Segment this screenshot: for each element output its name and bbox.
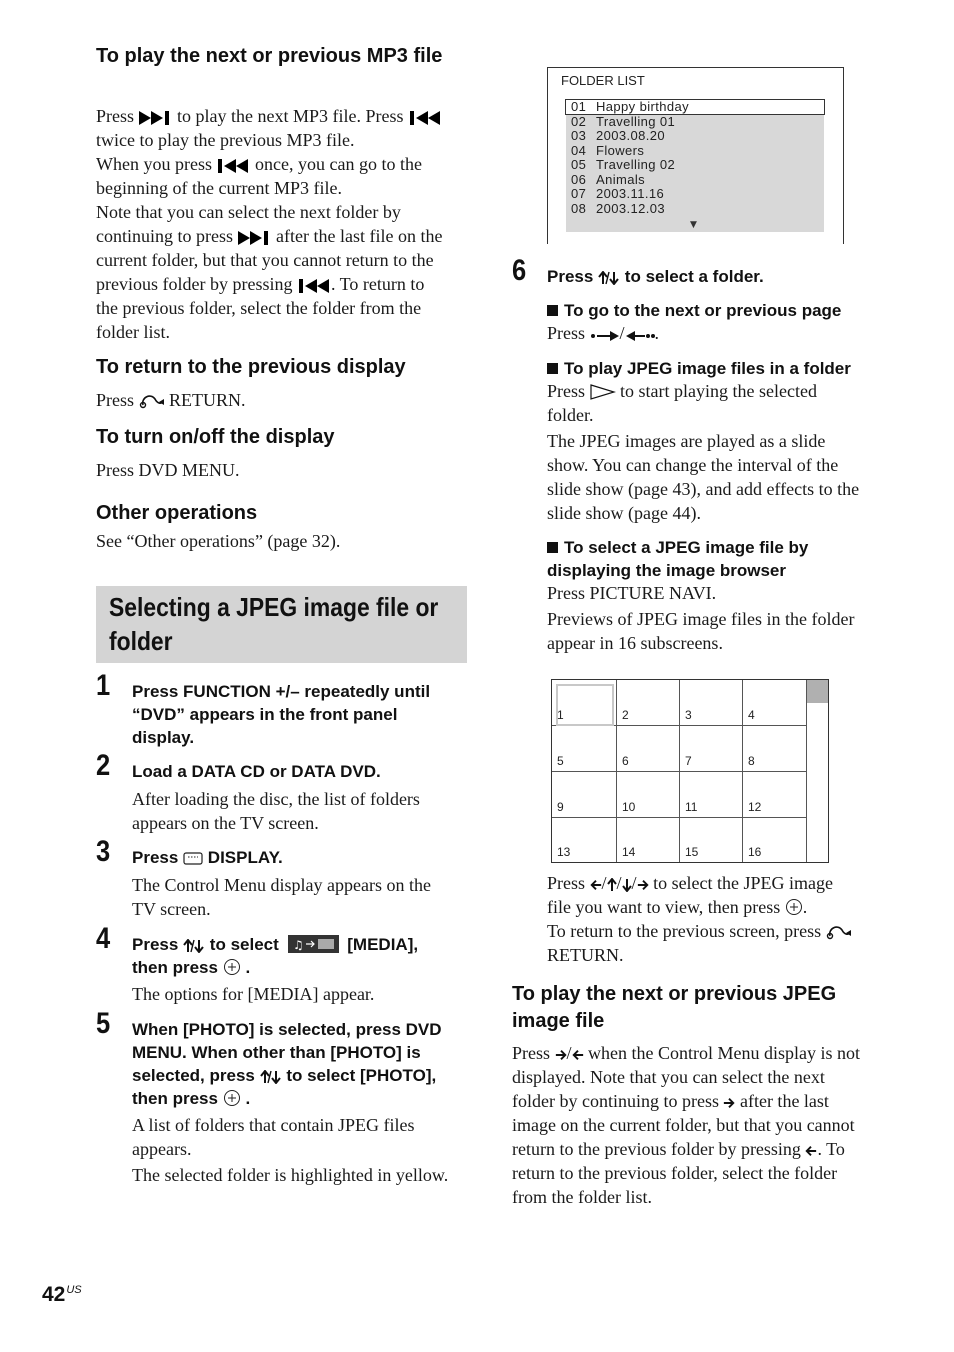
thumbnail-number: 6 [622,754,629,768]
page-prev-icon [625,330,655,342]
step-6-instruction: Press to select a folder. [547,267,764,286]
thumbnail-number: 16 [748,845,762,859]
folder-list-item[interactable]: 02 Travelling 01 [571,114,676,129]
thumbnail-cell[interactable] [617,726,680,772]
folder-list-item[interactable]: 04 Flowers [571,143,645,158]
thumbnail-cell[interactable] [680,726,743,772]
left-arrow-icon [590,878,602,892]
step-2-instruction: Load a DATA CD or DATA DVD. [132,762,381,781]
svg-text:♫: ♫ [292,938,304,952]
bullet-square-icon [547,305,558,316]
paragraph-grid-navigation: Press / / / to select the JPEG image file you want to view, then press . To return to the previous screen, press RETURN. [547,871,887,967]
grid-scrollbar-thumb[interactable] [807,680,828,703]
thumbnail-number: 15 [685,845,699,859]
paragraph-next-prev-jpeg: Press / when the Control Menu display is not displayed. Note that you can select the next folder by continuing to press after the last image on the current folder, but that you cannot return to the previous folder by pressing . To return to the previous folder, select the folder from the folder list. [512,1043,861,1207]
heading-display-toggle: To turn on/off the display [96,426,335,448]
thumbnail-number: 1 [557,708,564,722]
bullet-square-icon [547,542,558,553]
paragraph-other-operations: See “Other operations” (page 32). [96,531,341,551]
paragraph-next-prev-page: Press / . [547,323,660,343]
paragraph-play-jpeg-folder: Press to start playing the selected folder. The JPEG images are played as a slide show. You can change the interval of the slide show (page 43), and add effects to the slide show (page 44). [547,381,860,523]
thumbnail-number: 2 [622,708,629,722]
enter-button-icon [223,958,241,976]
image-browser-grid [551,679,829,863]
thumbnail-cell[interactable] [552,772,617,818]
folder-list-screen [547,67,844,244]
section-title: Selecting a JPEG image file or folder [109,592,439,656]
thumbnail-number: 14 [622,845,636,859]
step-3-instruction: Press DISPLAY. [132,848,283,867]
up-down-arrow-icon [598,271,620,285]
folder-list-item[interactable]: 06 Animals [571,172,646,187]
region-code: US [66,1284,82,1296]
prev-track-icon [408,111,442,125]
enter-button-icon [223,1089,241,1107]
folder-list-item[interactable]: 03 2003.08.20 [571,128,666,143]
step-5-detail: A list of folders that contain JPEG files appears. The selected folder is highlighted in yellow. [132,1115,449,1185]
page-number: $42^{US}$ [42,1283,82,1306]
thumbnail-number: 4 [748,708,755,722]
subheading-next-prev-page: To go to the next or previous page [547,299,841,322]
thumbnail-cell[interactable] [617,680,680,726]
thumbnail-cell[interactable] [552,818,617,862]
folder-list-item[interactable]: 05 Travelling 02 [571,157,676,172]
right-arrow-icon [723,1096,735,1110]
grid-scrollbar[interactable] [806,680,828,862]
step-4-detail: The options for [MEDIA] appear. [132,984,375,1004]
play-icon [590,384,616,400]
thumbnail-cell[interactable] [552,726,617,772]
folder-list-item[interactable]: 08 2003.12.03 [571,201,666,216]
bullet-square-icon [547,363,558,374]
thumbnail-number: 8 [748,754,755,768]
left-arrow-icon [805,1144,817,1158]
heading-other-operations: Other operations [96,502,258,524]
step-number: 6 [512,254,527,287]
thumbnail-number: 7 [685,754,692,768]
thumbnail-number: 3 [685,708,692,722]
up-arrow-icon [607,878,617,892]
thumbnail-number: 12 [748,800,762,814]
thumbnail-number: 5 [557,754,564,768]
step-2-detail: After loading the disc, the list of folders appears on the TV screen. [132,789,420,833]
right-arrow-icon [637,878,649,892]
prev-track-icon [216,159,250,173]
subheading-play-jpeg-folder: To play JPEG image files in a folder [547,357,851,380]
scroll-down-indicator-icon[interactable]: ▼ [690,220,697,230]
media-icon [288,935,339,953]
subheading-image-browser: To select a JPEG image file by displaying the image browser [547,538,809,580]
thumbnail-cell[interactable] [680,772,743,818]
thumbnail-cell[interactable] [743,680,807,726]
thumbnail-cell[interactable] [617,818,680,862]
return-icon [139,393,165,409]
folder-list-title: FOLDER LIST [561,73,645,88]
enter-button-icon [785,898,803,916]
step-number: 4 [96,922,111,955]
heading-next-prev-jpeg: To play the next or previous JPEG image file [512,983,837,1032]
folder-list [566,100,824,232]
folder-list-item[interactable]: 07 2003.11.16 [571,186,665,201]
step-5-instruction: When [PHOTO] is selected, press DVD MENU. When other than [PHOTO] is selected, press to select [PHOTO], then press . [132,1020,442,1108]
left-arrow-icon [572,1048,584,1062]
step-3-detail: The Control Menu display appears on the TV screen. [132,875,431,919]
selected-thumbnail-highlight [556,684,614,726]
display-button-icon [183,852,203,866]
thumbnail-cell[interactable] [617,772,680,818]
down-arrow-icon [622,878,632,892]
up-down-arrow-icon [260,1070,282,1084]
thumbnail-cell[interactable] [680,818,743,862]
thumbnail-number: 9 [557,800,564,814]
next-track-icon [238,231,272,245]
up-down-arrow-icon [183,939,205,953]
paragraph-image-browser: Press PICTURE NAVI. Previews of JPEG image files in the folder appear in 16 subscreens. [547,583,855,653]
step-number: 1 [96,669,111,702]
thumbnail-cell[interactable] [743,726,807,772]
thumbnail-number: 10 [622,800,636,814]
step-number: 5 [96,1007,111,1040]
right-arrow-icon [555,1048,567,1062]
step-number: 3 [96,835,111,868]
thumbnail-cell[interactable] [743,818,807,862]
paragraph-display-toggle: Press DVD MENU. [96,460,240,480]
thumbnail-cell[interactable] [743,772,807,818]
thumbnail-cell[interactable] [680,680,743,726]
step-1-instruction: Press FUNCTION +/– repeatedly until “DVD” appears in the front panel display. [132,682,431,747]
return-icon [826,924,852,940]
thumbnail-cell[interactable] [552,680,617,726]
section-banner [96,586,467,663]
heading-next-prev-mp3: To play the next or previous MP3 file [96,45,443,67]
paragraph-mp3-navigation: Press to play the next MP3 file. Press twice to play the previous MP3 file. When you press once, you can go to the beginning of the current MP3 file. Note that you can select the next folder by continuing to press after the last file on the current folder, but that you cannot return to the previous folder by pressing . To return to the previous folder, select the folder from the folder list. [96,106,443,342]
step-number: 2 [96,749,111,782]
heading-return-previous-display: To return to the previous display [96,356,406,378]
step-4-instruction: Press to select ♫ [MEDIA], then press . [132,935,419,977]
page-next-icon [590,330,620,342]
thumbnail-number: 11 [685,800,698,814]
prev-track-icon [297,279,331,293]
folder-list-item[interactable]: 01 Happy birthday [566,100,824,114]
paragraph-return: Press RETURN. [96,390,246,410]
next-track-icon [139,111,173,125]
thumbnail-number: 13 [557,845,571,859]
